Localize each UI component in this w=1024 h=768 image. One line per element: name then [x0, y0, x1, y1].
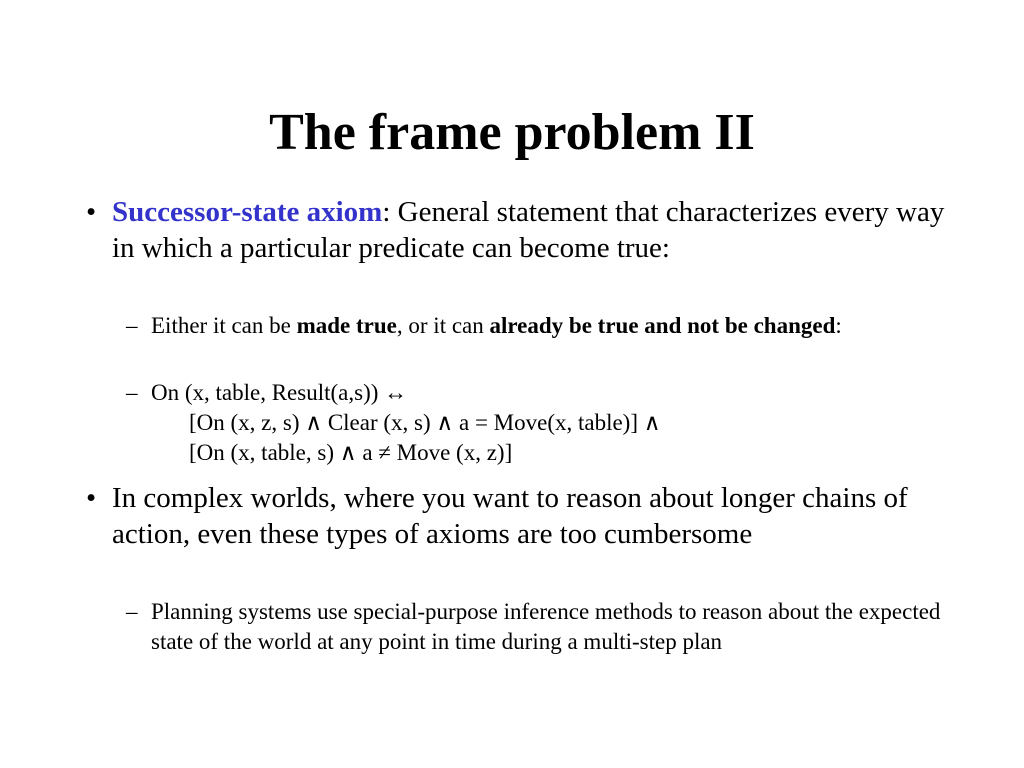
sub-text: Either it can be [151, 313, 297, 338]
emphasis-already-true: already be true and not be changed [489, 313, 836, 338]
bullet-marker: • [86, 482, 97, 514]
sub-text: Planning systems use special-purpose inference methods to reason about the expected state of the world at any point in time during a multi-step plan [151, 599, 941, 654]
slide-title: The frame problem II [269, 104, 755, 161]
bullet-marker: • [86, 196, 97, 228]
bullet-complex-worlds [86, 480, 962, 552]
formula-line-3: [On (x, table, s) ∧ a ≠ Move (x, z)] [189, 440, 513, 465]
term-successor-state-axiom: Successor-state axiom [112, 196, 383, 228]
term-colon: : [382, 196, 391, 228]
sub-text: : [835, 313, 842, 338]
bullet-successor-state-axiom [86, 194, 962, 266]
emphasis-made-true: made true [296, 313, 397, 338]
sub-text: , or it can [396, 313, 490, 338]
formula-line-1: On (x, table, Result(a,s)) ↔ [151, 380, 408, 405]
formula-line-2: [On (x, z, s) ∧ Clear (x, s) ∧ a = Move(x, table)] ∧ [189, 410, 661, 435]
sub-bullet-planning-systems [126, 597, 951, 657]
bullet-text: In complex worlds, where you want to reason about longer chains of action, even these types of axioms are too cumbersome [112, 482, 908, 550]
sub-bullet-marker: – [126, 599, 138, 624]
sub-bullet-marker: – [126, 313, 138, 338]
sub-bullet-marker: – [126, 380, 138, 405]
bullet-text: General statement that characterizes every way in which a particular predicate can become true: [112, 196, 945, 264]
sub-bullet-formula [126, 378, 951, 468]
sub-bullet-made-true [126, 311, 951, 341]
